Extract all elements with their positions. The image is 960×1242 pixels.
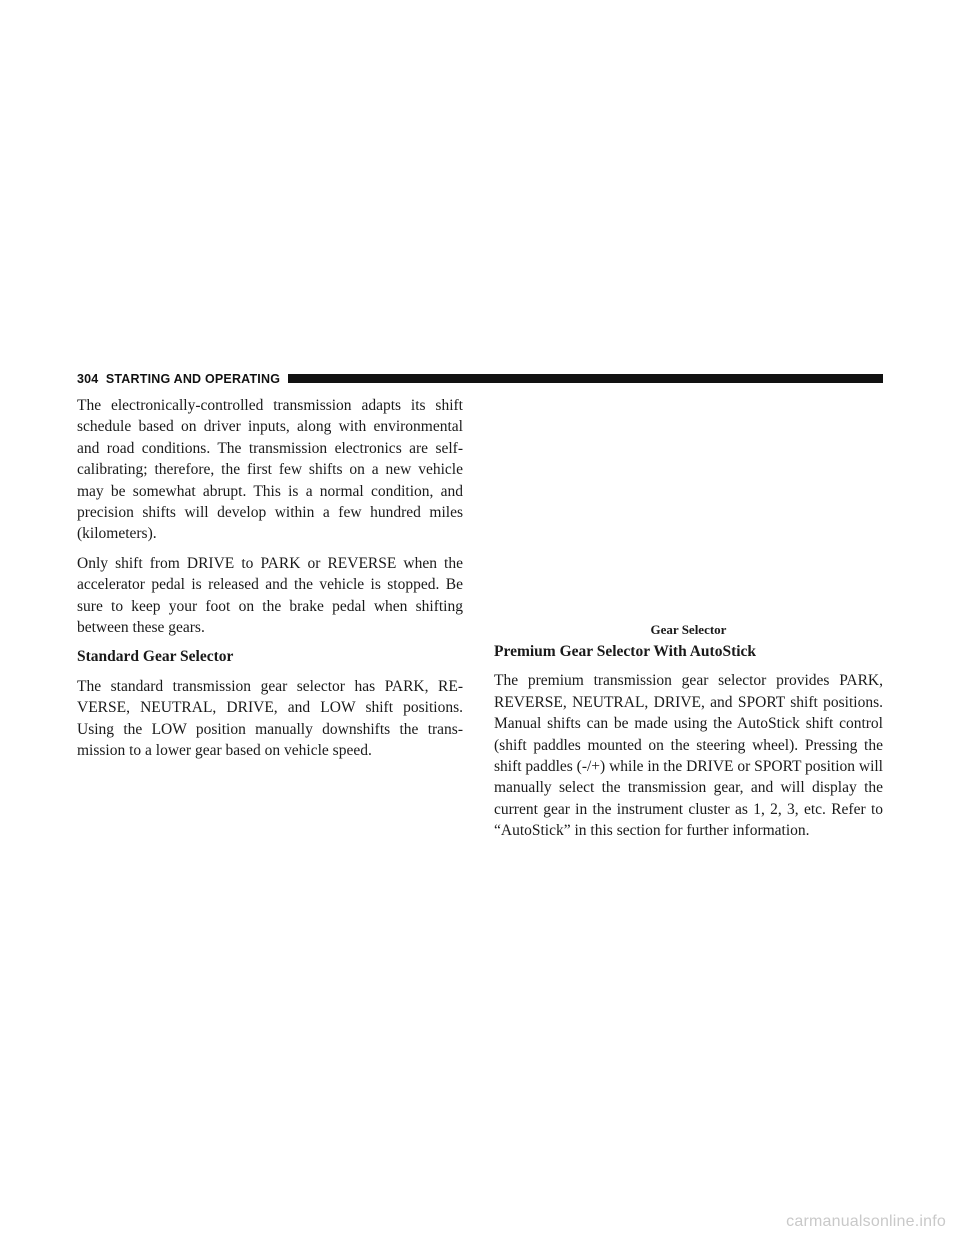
premium-gear-selector-paragraph: The premium transmission gear selector provides PARK, REVERSE, NEUTRAL, DRIVE, and SPORT shift positions. Manual shifts can be made using the AutoStick shift control (shift paddles mounted on the steering wheel). Pressing the shift paddles (-/+) while in the DRIVE or SPORT position will manually select the transmission gear, and will display the current gear in the instrument cluster as 1, 2, 3, etc. Refer to “AutoStick” in this section for further information. [494,672,883,840]
right-column [494,641,883,850]
page-number: 304 [77,372,99,386]
intro-paragraph: The electronically-controlled transmission adapts its shift schedule based on driver inputs, along with environmental and road conditions. The transmission electronics are self-calibrating; therefore, the first few shifts on a new vehicle may be somewhat abrupt. This is a normal condition, and precision shifts will develop within a few hundred miles (kilometers). [77,397,463,543]
header-rule [288,374,883,383]
figure-caption: Gear Selector [650,622,727,637]
page-header [77,371,883,387]
standard-gear-selector-heading: Standard Gear Selector [77,648,234,666]
standard-gear-selector-paragraph: The standard transmission gear selector has PARK, RE-VERSE, NEUTRAL, DRIVE, and LOW shift positions. Using the LOW position manually downshifts the trans-mission to a lower gear based on vehicle speed. [77,677,463,760]
left-column [77,395,463,770]
section-title: STARTING AND OPERATING [105,372,281,386]
premium-gear-selector-heading: Premium Gear Selector With AutoStick [494,643,757,660]
header-label [77,371,280,387]
watermark: carmanualsonline.info [786,1213,946,1230]
shift-caution-paragraph: Only shift from DRIVE to PARK or REVERSE when the accelerator pedal is released and the vehicle is stopped. Be sure to keep your foot on the brake pedal when shifting between these gears. [77,554,463,637]
